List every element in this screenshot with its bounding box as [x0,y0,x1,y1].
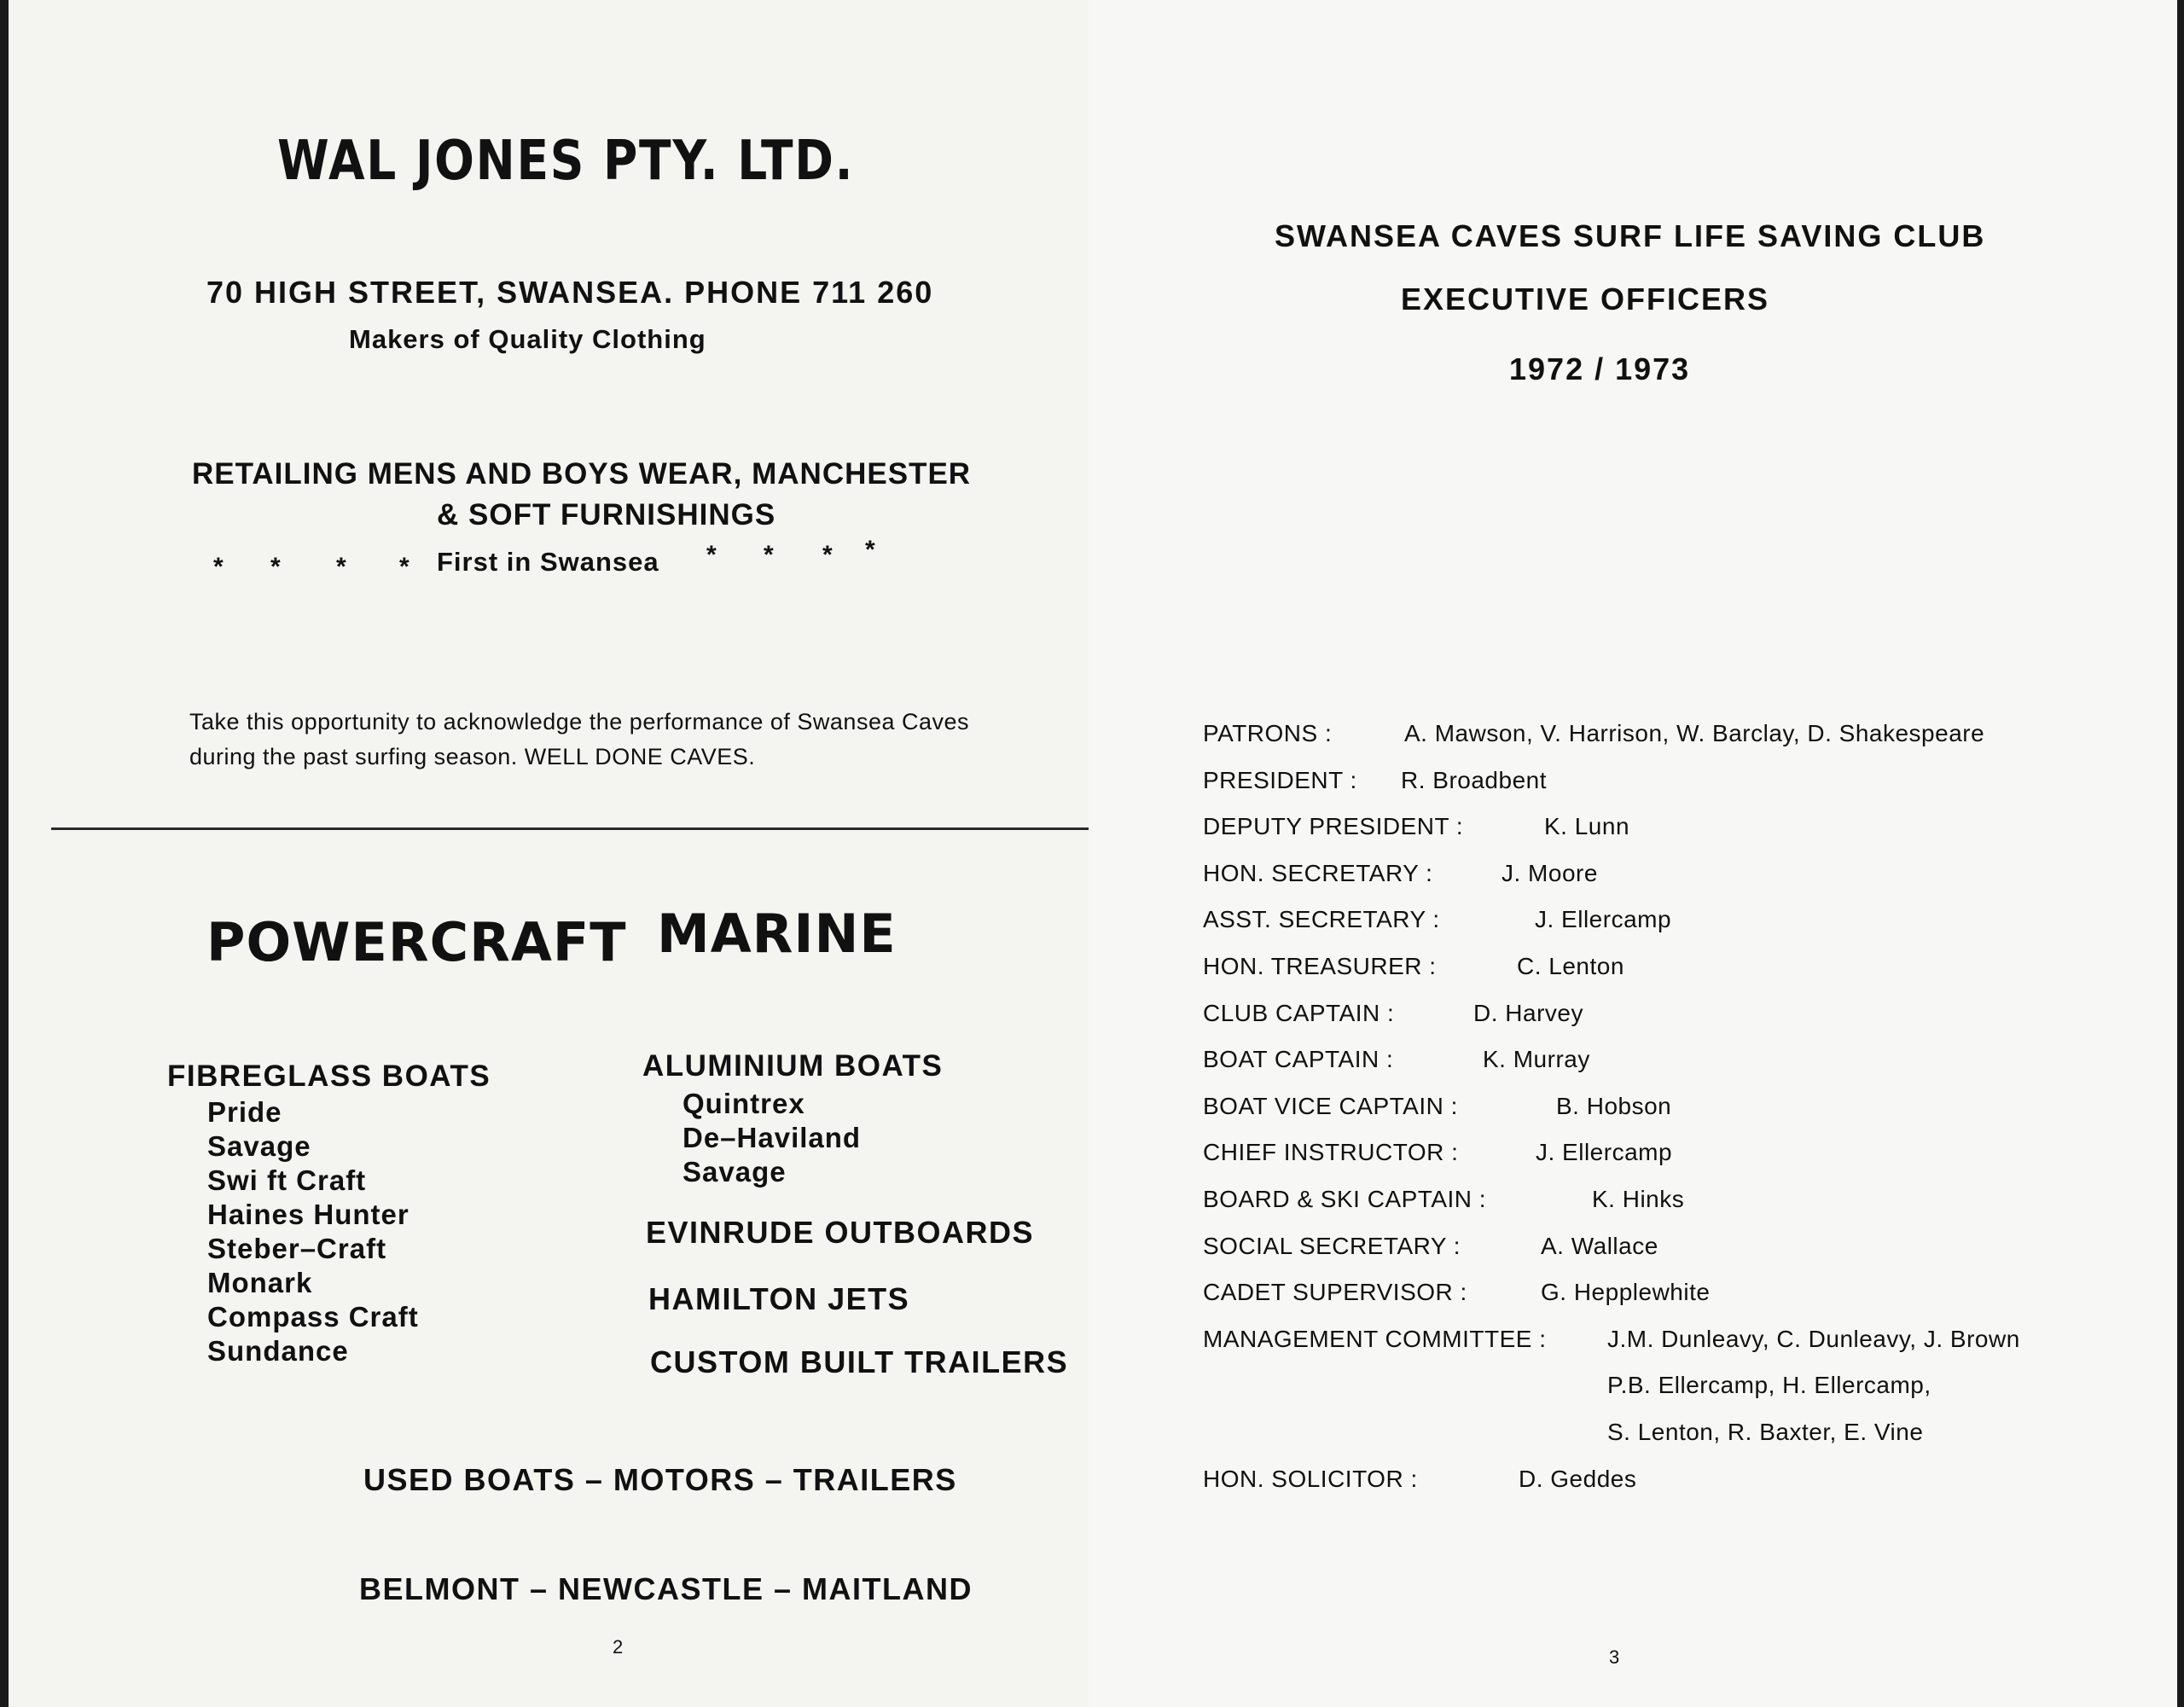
wal-jones-note: Take this opportunity to acknowledge the performance of Swansea Caves during the past surfing season. WELL DONE CAVES. [189,709,970,769]
officer-names: K. Lunn [1544,813,1630,840]
officer-role: SOCIAL SECRETARY : [1203,1232,1461,1259]
officer-names: S. Lenton, R. Baxter, E. Vine [1607,1419,1924,1445]
star-icon: * [270,553,281,581]
list-item: Monark [207,1267,313,1298]
officer-names: G. Hepplewhite [1541,1279,1711,1306]
star-icon: * [213,553,224,581]
officer-names: C. Lenton [1517,953,1624,979]
officer-role: ASST. SECRETARY : [1203,906,1440,933]
wal-jones-retail-line1: RETAILING MENS AND BOYS WEAR, MANCHESTER [192,457,972,491]
officer-role: BOARD & SKI CAPTAIN : [1203,1186,1487,1212]
aluminium-title: ALUMINIUM BOATS [642,1049,944,1083]
officer-role: HON. TREASURER : [1203,953,1437,979]
list-item: Swi ft Craft [207,1164,367,1196]
officer-names: J.M. Dunleavy, C. Dunleavy, J. Brown [1607,1325,2020,1352]
officer-role: PRESIDENT : [1203,766,1357,793]
officer-names: K. Murray [1483,1046,1590,1073]
executive-heading: EXECUTIVE OFFICERS [1401,282,1770,316]
club-title: SWANSEA CAVES SURF LIFE SAVING CLUB [1275,218,1986,253]
officer-role: PATRONS : [1203,720,1333,746]
star-icon: * [399,553,410,581]
list-item: Quintrex [682,1088,805,1119]
right-page [1089,0,2177,1707]
marine-heading: MARINE [657,903,897,965]
list-item: Sundance [207,1335,349,1367]
fibreglass-list [207,1095,419,1368]
star-icon: * [336,553,346,581]
page-number: 3 [1609,1646,1620,1668]
wal-jones-first: First in Swansea [437,547,659,577]
officer-role: HON. SOLICITOR : [1203,1465,1418,1492]
list-item: Savage [682,1156,787,1187]
officer-names: A. Mawson, V. Harrison, W. Barclay, D. Shakespeare [1404,720,1985,746]
page-number: 2 [613,1636,624,1658]
officer-names: J. Ellercamp [1536,1139,1673,1166]
star-icon: * [865,536,875,564]
powercraft-heading: POWERCRAFT [206,911,627,973]
wal-jones-address: 70 HIGH STREET, SWANSEA. PHONE 711 260 [206,275,934,310]
fibreglass-title: FIBREGLASS BOATS [167,1060,491,1093]
officer-names: D. Geddes [1519,1465,1637,1492]
trailers-line: CUSTOM BUILT TRAILERS [650,1344,1069,1379]
officer-names: A. Wallace [1541,1232,1658,1259]
wal-jones-tagline: Makers of Quality Clothing [349,324,706,354]
officer-role: CLUB CAPTAIN : [1203,999,1395,1026]
wal-jones-title: WAL JONES PTY. LTD. [277,130,855,193]
officer-names: J. Ellercamp [1535,906,1672,933]
officer-names: P.B. Ellercamp, H. Ellercamp, [1607,1372,1931,1399]
officer-names: K. Hinks [1592,1186,1685,1212]
used-boats-line: USED BOATS – MOTORS – TRAILERS [363,1462,957,1497]
officer-names: J. Moore [1502,859,1598,886]
officer-role: BOAT VICE CAPTAIN : [1203,1092,1458,1119]
officer-names: B. Hobson [1556,1092,1672,1119]
hamilton-line: HAMILTON JETS [648,1281,910,1316]
officer-role: CADET SUPERVISOR : [1203,1279,1467,1306]
officer-names: D. Harvey [1473,999,1583,1026]
season: 1972 / 1973 [1509,351,1691,386]
list-item: Compass Craft [207,1301,419,1333]
list-item: Haines Hunter [207,1199,410,1230]
evinrude-line: EVINRUDE OUTBOARDS [646,1215,1035,1250]
star-icon: * [706,541,717,569]
officer-role: CHIEF INSTRUCTOR : [1203,1139,1459,1166]
left-page [9,0,1089,1707]
list-item: Steber–Craft [207,1233,387,1264]
officer-role: BOAT CAPTAIN : [1203,1046,1394,1073]
star-icon: * [764,541,774,569]
officer-role: DEPUTY PRESIDENT : [1203,813,1464,840]
ad-divider [51,827,1089,830]
wal-jones-retail-line2: & SOFT FURNISHINGS [437,498,776,531]
list-item: Pride [207,1096,282,1128]
aluminium-list [682,1087,861,1189]
officer-role: MANAGEMENT COMMITTEE : [1203,1325,1547,1352]
list-item: Savage [207,1130,311,1162]
officer-role: HON. SECRETARY : [1203,859,1433,886]
locations-line: BELMONT – NEWCASTLE – MAITLAND [359,1571,973,1606]
star-icon: * [822,541,833,569]
list-item: De–Haviland [682,1122,862,1153]
officer-names: R. Broadbent [1401,766,1547,793]
